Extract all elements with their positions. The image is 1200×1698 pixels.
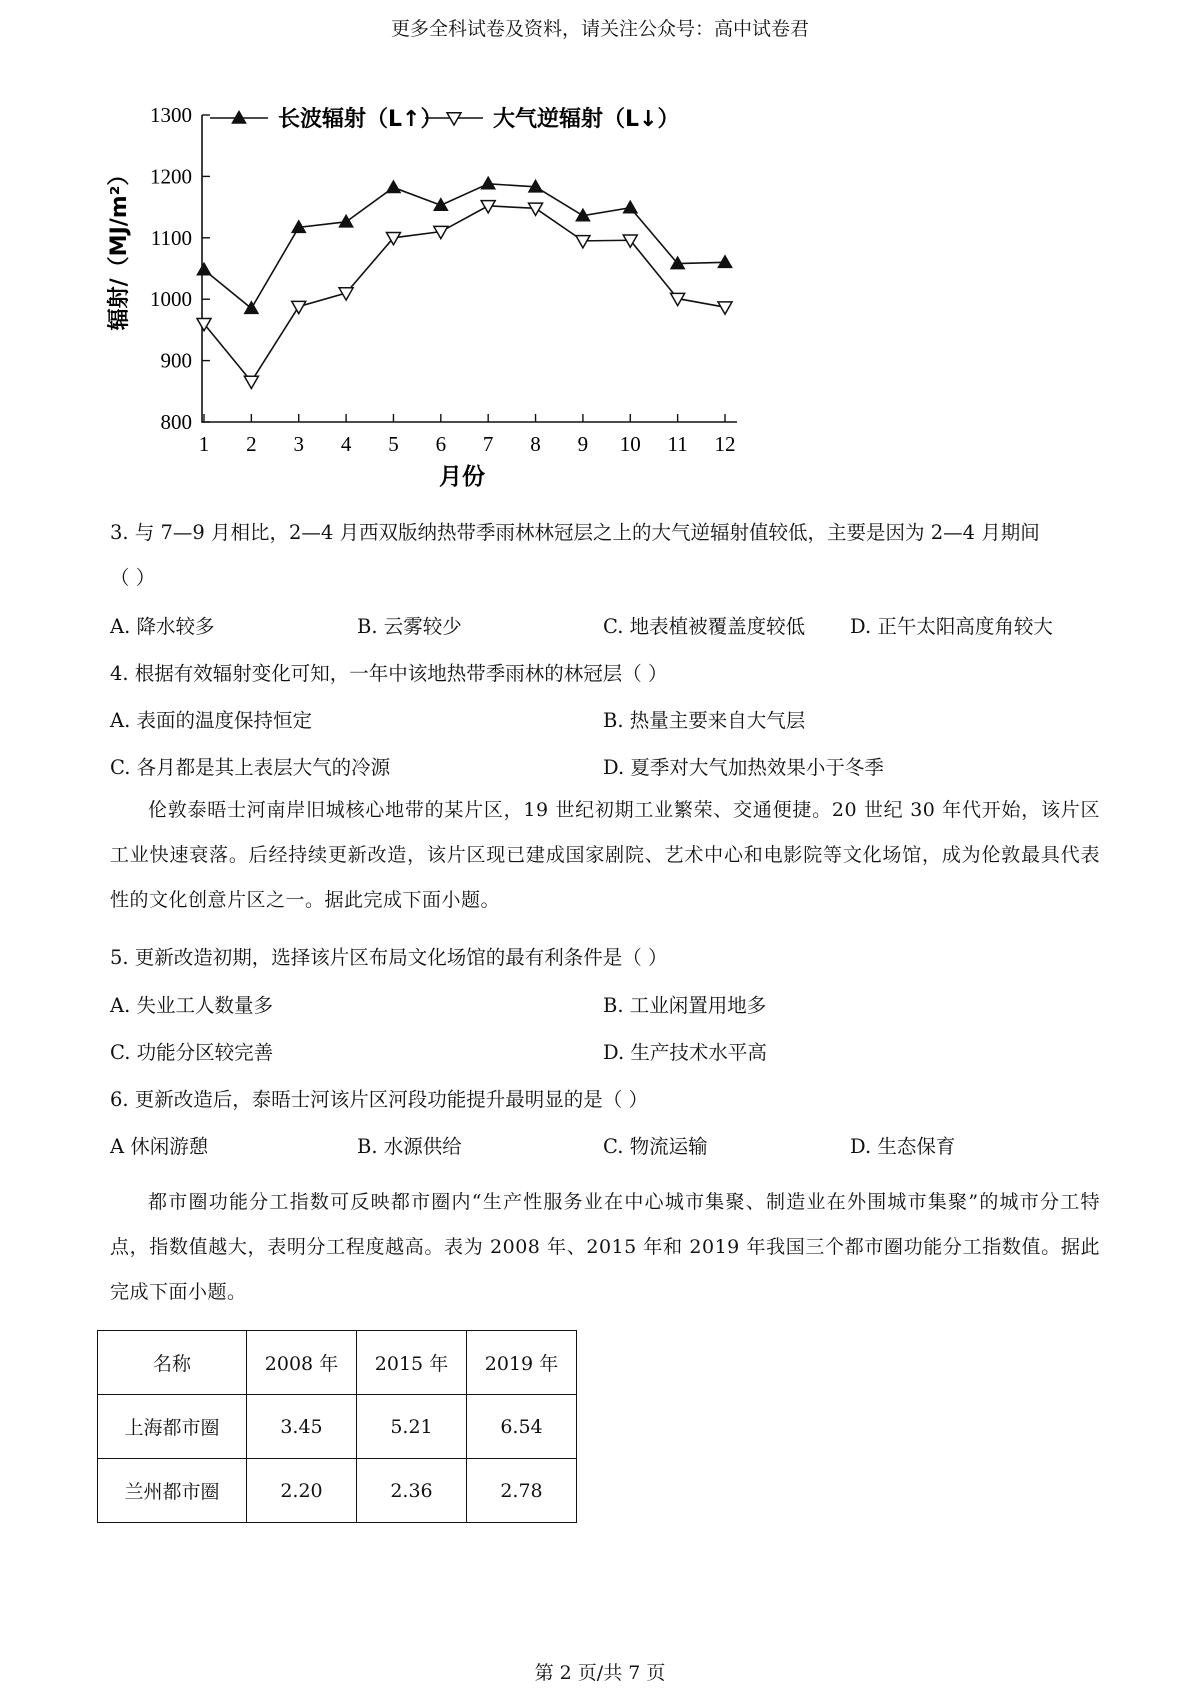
q3-option-b[interactable]: B. 云雾较少 [357, 615, 462, 638]
table-cell: 6.54 [467, 1395, 577, 1459]
radiation-line-chart [100, 92, 760, 492]
y-tick-label: 1200 [150, 164, 192, 189]
x-tick-label: 12 [714, 432, 736, 456]
question-5-stem: 5. 更新改造初期，选择该片区布局文化场馆的最有利条件是（ ） [110, 946, 668, 969]
q4-option-d[interactable]: D. 夏季对大气加热效果小于冬季 [603, 756, 884, 779]
data-point [529, 203, 543, 215]
chart-legend [210, 106, 679, 132]
table-cell: 2.20 [247, 1459, 357, 1523]
data-point [623, 201, 637, 213]
table-header-cell: 2019 年 [467, 1331, 577, 1395]
q5-option-d[interactable]: D. 生产技术水平高 [603, 1041, 767, 1064]
y-axis-label: 辐射/（MJ/m²） [107, 163, 132, 331]
series-line [204, 206, 725, 382]
data-point [339, 215, 353, 227]
data-point [718, 302, 732, 314]
x-tick-label: 5 [388, 432, 399, 456]
q5-option-c[interactable]: C. 功能分区较完善 [110, 1041, 274, 1064]
table-cell: 5.21 [357, 1395, 467, 1459]
table-cell: 兰州都市圈 [98, 1459, 247, 1523]
series-2 [197, 201, 732, 389]
x-tick-label: 1 [198, 432, 210, 456]
x-tick-label: 4 [340, 432, 352, 456]
q4-option-b[interactable]: B. 热量主要来自大气层 [603, 709, 806, 732]
question-4-stem: 4. 根据有效辐射变化可知，一年中该地热带季雨林的林冠层（ ） [110, 662, 668, 685]
table-row [98, 1395, 577, 1459]
table-cell: 2.36 [357, 1459, 467, 1523]
x-tick-label: 2 [246, 432, 257, 456]
passage-metro: 都市圈功能分工指数可反映都市圈内“生产性服务业在中心城市集聚、制造业在外围城市集聚”的城市分工特点，指数值越大，表明分工程度越高。表为 2008 年、2015 年和 2019 年我国三个都市圈功能分工指数值。据此完成下面小题。 [110, 1191, 1100, 1303]
table-cell: 上海都市圈 [98, 1395, 247, 1459]
function-index-table [97, 1330, 577, 1523]
table-header-row [98, 1331, 577, 1395]
data-point [434, 198, 448, 210]
q4-option-c[interactable]: C. 各月都是其上表层大气的冷源 [110, 756, 391, 779]
legend-label: 大气逆辐射（L↓） [493, 107, 680, 132]
series-line [204, 184, 725, 309]
y-tick-label: 800 [160, 410, 192, 434]
data-point [292, 301, 306, 313]
q4-option-a[interactable]: A. 表面的温度保持恒定 [110, 709, 312, 732]
data-point [718, 255, 732, 267]
table-header-cell: 2008 年 [247, 1331, 357, 1395]
table-header-cell: 名称 [98, 1331, 247, 1395]
y-tick-label: 1000 [150, 287, 192, 312]
data-point [481, 177, 495, 189]
table-cell: 3.45 [247, 1395, 357, 1459]
passage-london: 伦敦泰晤士河南岸旧城核心地带的某片区，19 世纪初期工业繁荣、交通便捷。20 世纪 30 年代开始，该片区工业快速衰落。后经持续更新改造，该片区现已建成国家剧院、艺术中心和电影院等文化场馆，成为伦敦最具代表性的文化创意片区之一。据此完成下面小题。 [110, 799, 1100, 911]
question-6-stem: 6. 更新改造后，泰晤士河该片区河段功能提升最明显的是（ ） [110, 1088, 649, 1111]
x-axis-label: 月份 [439, 464, 485, 490]
q5-option-a[interactable]: A. 失业工人数量多 [110, 994, 273, 1017]
x-tick-label: 7 [482, 432, 494, 456]
q5-option-b[interactable]: B. 工业闲置用地多 [603, 994, 767, 1017]
data-point [447, 113, 461, 125]
x-tick-label: 11 [667, 432, 688, 456]
q6-option-c[interactable]: C. 物流运输 [603, 1135, 708, 1158]
q3-option-c[interactable]: C. 地表植被覆盖度较低 [603, 615, 806, 638]
q6-option-d[interactable]: D. 生态保育 [850, 1135, 956, 1158]
table-cell: 2.78 [467, 1459, 577, 1523]
data-point [244, 376, 258, 388]
table-row [98, 1459, 577, 1523]
data-point [576, 236, 590, 248]
data-point [197, 263, 211, 275]
x-tick-labels [199, 414, 736, 456]
q3-option-d[interactable]: D. 正午太阳高度角较大 [850, 615, 1053, 638]
y-tick-label: 1100 [150, 225, 192, 250]
chart-axes [202, 115, 737, 422]
table-header-cell: 2015 年 [357, 1331, 467, 1395]
q6-option-b[interactable]: B. 水源供给 [357, 1135, 462, 1158]
x-tick-label: 9 [577, 432, 589, 456]
chart-series [197, 177, 732, 389]
q3-option-a[interactable]: A. 降水较多 [110, 615, 215, 638]
y-tick-label: 900 [160, 348, 192, 373]
question-3-stem: 3. 与 7—9 月相比，2—4 月西双版纳热带季雨林林冠层之上的大气逆辐射值较低，主要是因为 2—4 月期间 [110, 521, 1040, 544]
x-tick-label: 3 [293, 432, 304, 456]
x-tick-label: 10 [619, 432, 641, 456]
legend-label: 长波辐射（L↑） [278, 107, 443, 132]
page-footer: 第 2 页/共 7 页 [534, 1662, 666, 1684]
series-1 [197, 177, 732, 314]
x-tick-label: 6 [435, 432, 447, 456]
x-tick-label: 8 [530, 432, 541, 456]
axis-lines [202, 115, 737, 422]
q6-option-a[interactable]: A 休闲游憩 [110, 1135, 209, 1158]
data-point [244, 301, 258, 313]
data-point [232, 111, 246, 123]
page-header: 更多全科试卷及资料，请关注公众号：高中试卷君 [390, 18, 809, 40]
question-3-paren: （ ） [110, 566, 156, 589]
data-point [386, 180, 400, 192]
y-tick-label: 1300 [150, 103, 192, 127]
